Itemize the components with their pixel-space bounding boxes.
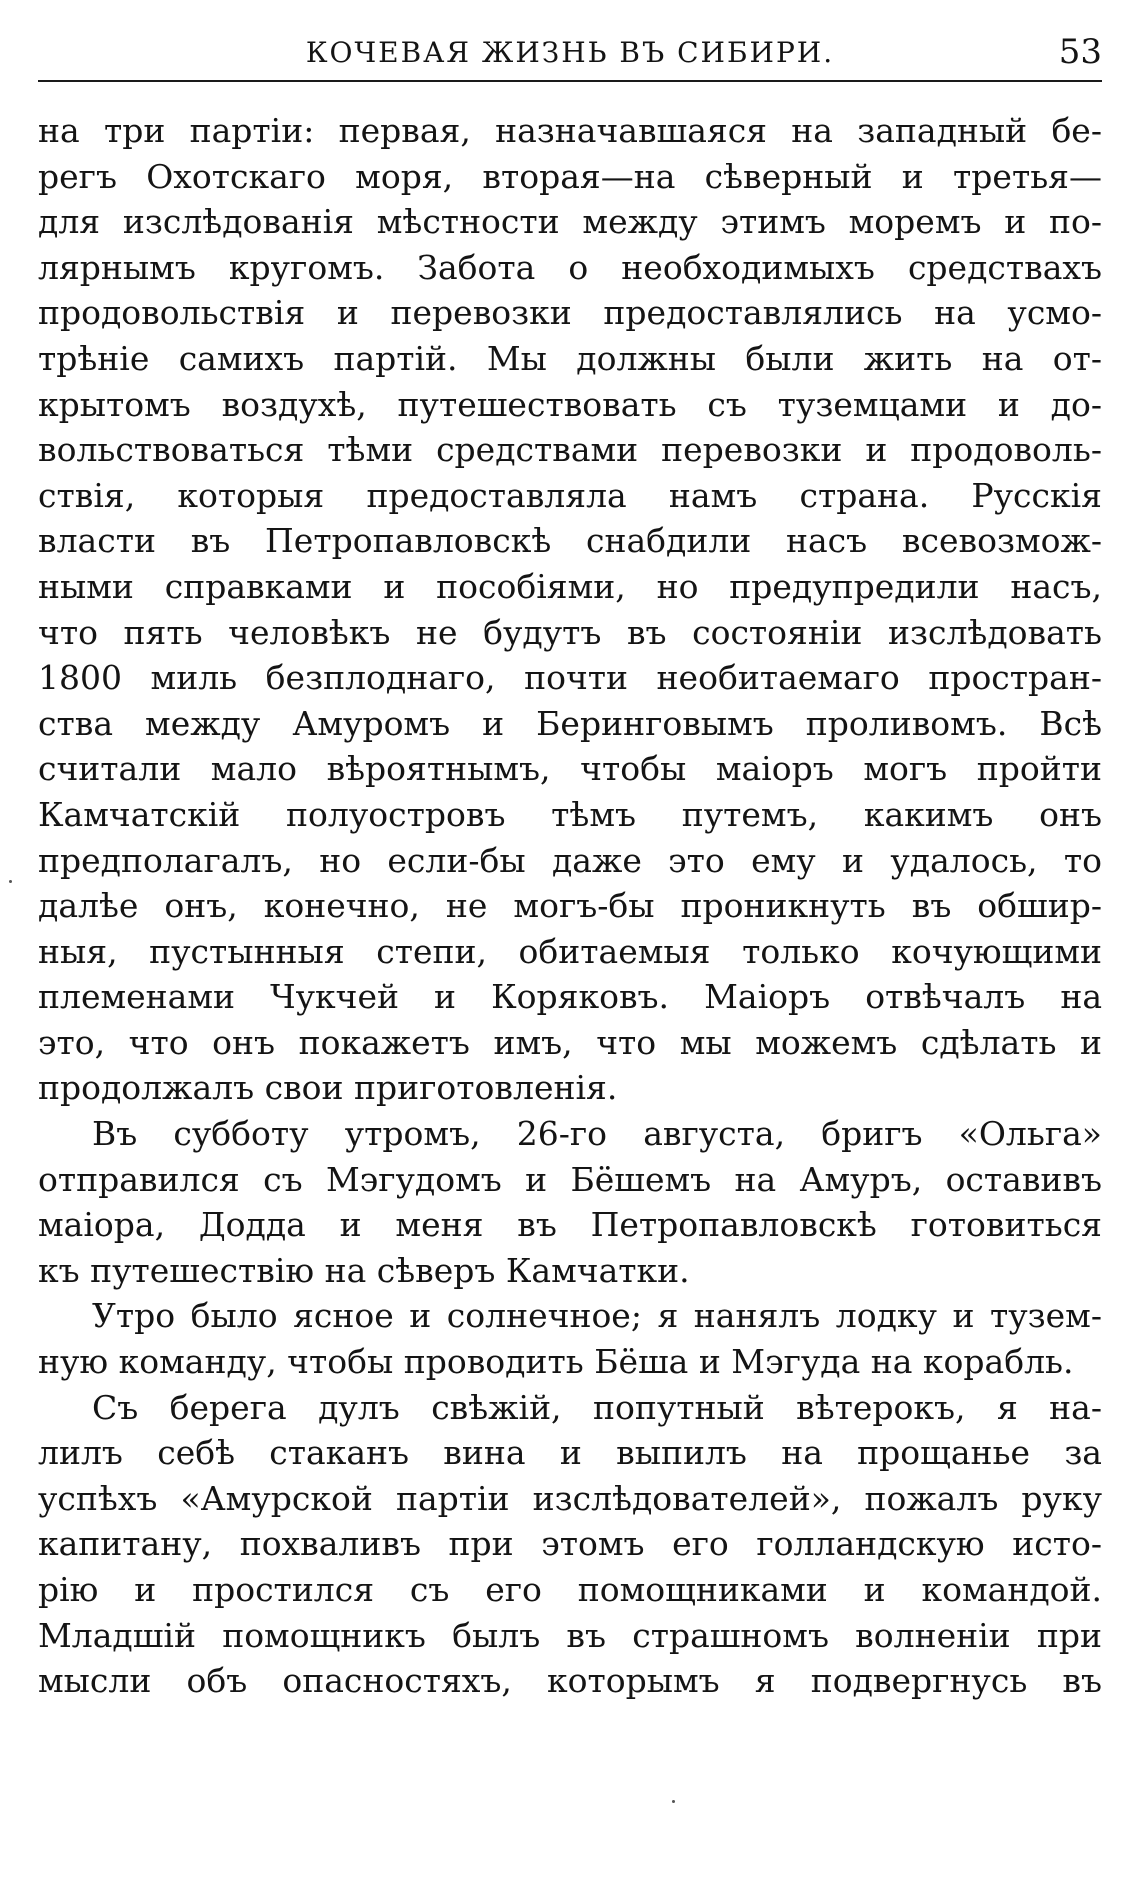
text-line: рію и простился съ его помощниками и командой. <box>38 1570 1102 1609</box>
text-line: успѣхъ «Амурской партіи изслѣдователей», пожалъ руку <box>38 1478 1102 1518</box>
paragraph-2 <box>38 1111 1102 1293</box>
print-speck <box>9 880 12 883</box>
text-line: отправился съ Мэгудомъ и Бёшемъ на Амуръ, оставивъ <box>38 1159 1102 1199</box>
text-line: продовольствія и перевозки предоставлялись на усмо- <box>38 293 1102 333</box>
running-title: КОЧЕВАЯ ЖИЗНЬ ВЪ СИБИРИ. <box>305 36 835 69</box>
text-line: Въ субботу утромъ, 26-го августа, бригъ «Ольга» <box>92 1114 1102 1154</box>
text-line: власти въ Петропавловскѣ снабдили насъ всевозмож- <box>38 521 1102 561</box>
text-line: 1800 миль безплоднаго, почти необитаемаго простран- <box>38 658 1102 698</box>
paragraph-1 <box>38 108 1102 1111</box>
text-line: продолжалъ свои приготовленія. <box>38 1068 618 1108</box>
paragraph-4 <box>38 1385 1102 1704</box>
text-line: ствія, которыя предоставляла намъ страна. Русскія <box>38 475 1102 515</box>
text-line: считали мало вѣроятнымъ, чтобы маіоръ могъ пройти <box>38 749 1102 789</box>
text-line: къ путешествію на сѣверъ Камчатки. <box>38 1250 690 1290</box>
text-line: предполагалъ, но если-бы даже это ему и удалось, то <box>38 840 1102 880</box>
text-line: мысли объ опасностяхъ, которымъ я подвергнусь въ <box>38 1661 1102 1701</box>
paragraph-3 <box>38 1293 1102 1384</box>
text-line: Младшій помощникъ былъ въ страшномъ волненіи при <box>38 1615 1102 1655</box>
text-line: ными справками и пособіями, но предупредили насъ, <box>38 566 1102 606</box>
text-line: что пять человѣкъ не будутъ въ состояніи изслѣдовать <box>38 612 1102 652</box>
print-speck <box>672 1800 675 1803</box>
text-line: ныя, пустынныя степи, обитаемыя только кочующими <box>38 931 1102 971</box>
text-line: регъ Охотскаго моря, вторая—на сѣверный и третья— <box>38 156 1102 196</box>
text-line: на три партіи: первая, назначавшаяся на западный бе- <box>38 111 1102 150</box>
text-line: для изслѣдованія мѣстности между этимъ моремъ и по- <box>38 202 1102 242</box>
text-line: это, что онъ покажетъ имъ, что мы можемъ сдѣлать и <box>38 1022 1102 1062</box>
text-line: вольствоваться тѣми средствами перевозки и продоволь- <box>38 430 1102 470</box>
text-line: маіора, Додда и меня въ Петропавловскѣ готовиться <box>38 1205 1102 1245</box>
text-line: племенами Чукчей и Коряковъ. Маіоръ отвѣчалъ на <box>38 977 1102 1017</box>
text-line: Камчатскій полуостровъ тѣмъ путемъ, какимъ онъ <box>38 794 1102 834</box>
text-line: ства между Амуромъ и Беринговымъ проливомъ. Всѣ <box>38 703 1102 743</box>
text-line: ную команду, чтобы проводить Бёша и Мэгуда на корабль. <box>38 1342 1074 1382</box>
text-line: далѣе онъ, конечно, не могъ-бы проникнуть въ обшир- <box>38 886 1102 926</box>
page-number: 53 <box>1058 32 1102 72</box>
text-line: лярнымъ кругомъ. Забота о необходимыхъ средствахъ <box>38 247 1102 287</box>
book-page <box>38 30 1102 1704</box>
text-line: Утро было ясное и солнечное; я нанялъ лодку и тузем- <box>92 1296 1102 1336</box>
text-line: капитану, похваливъ при этомъ его голландскую исто- <box>38 1524 1102 1564</box>
text-line: крытомъ воздухѣ, путешествовать съ туземцами и до- <box>38 384 1102 424</box>
text-line: трѣніе самихъ партій. Мы должны были жить на от- <box>38 338 1102 378</box>
body-text <box>38 108 1102 1704</box>
text-line: Съ берега дулъ свѣжій, попутный вѣтерокъ, я на- <box>92 1387 1102 1427</box>
text-line: лилъ себѣ стаканъ вина и выпилъ на прощанье за <box>38 1433 1102 1473</box>
page-header <box>38 30 1102 82</box>
